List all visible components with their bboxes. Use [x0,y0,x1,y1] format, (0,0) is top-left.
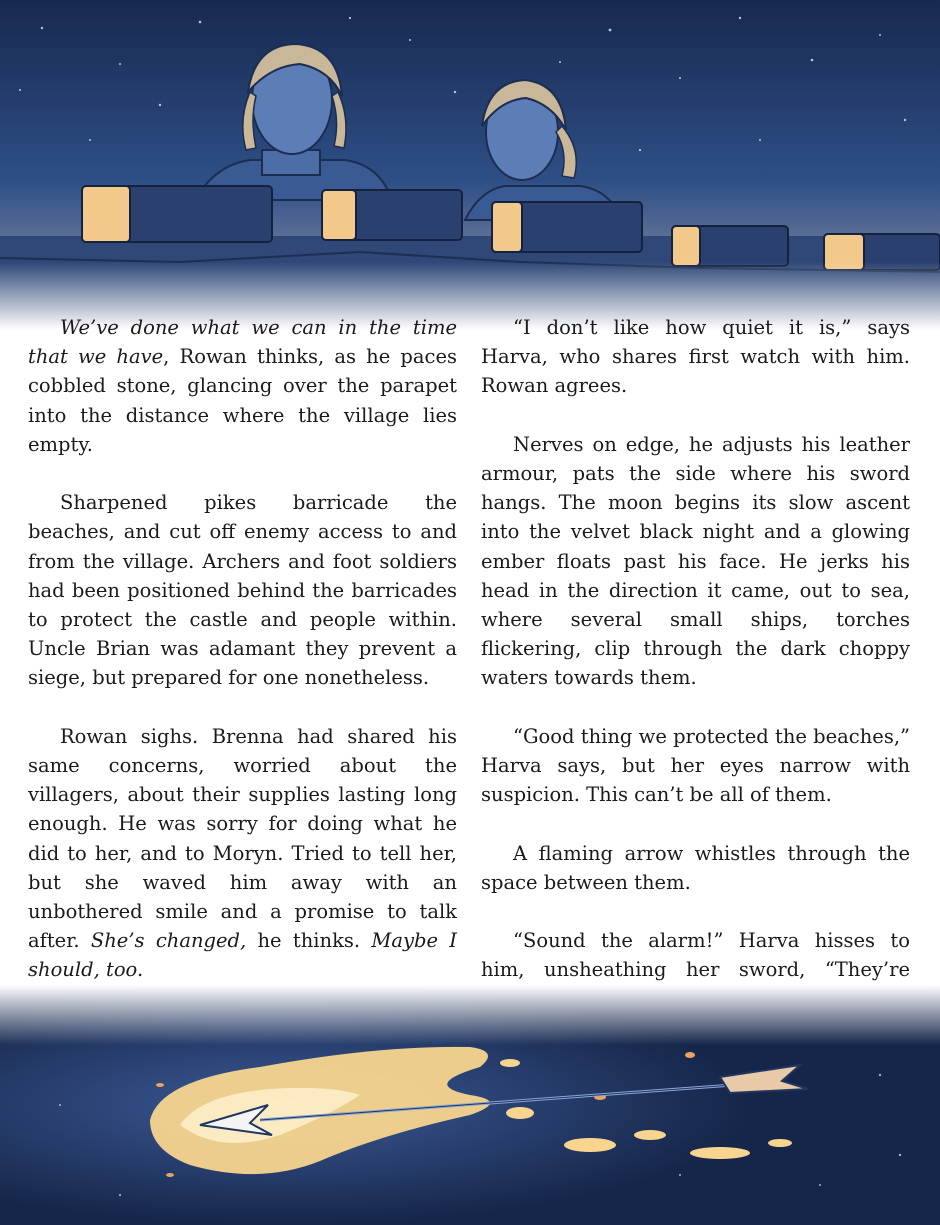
paragraph: We’ve done what we can in the time that we have, Rowan thinks, as he paces cobbled stone, glancing over the parapet into the distance where the village lies empty. [28,316,457,456]
paragraph: “Good thing we protected the beaches,” Harva says, but her eyes narrow with suspicion. This can’t be all of them. [481,724,910,807]
paragraph: Sharpened pikes barricade the beaches, and cut off enemy access to and from the village. Archers and foot soldiers had been positioned behind the barricades to protect the castle and people within. Uncle Brian was adamant they prevent a siege, but prepared for one nonetheless. [28,491,457,690]
italic-thought: Maybe I should, too. [28,929,458,982]
paragraph: A flaming arrow whistles through the space between them. [481,841,910,894]
top-illustration [0,0,940,330]
italic-thought: She’s changed, [90,929,247,953]
paragraph: Nerves on edge, he adjusts his leather armour, pats the side where his sword hangs. The moon begins its slow ascent into the velvet black night and a glowing ember floats past his face. He jerks his head in the direction it came, out to sea, where several small ships, torches flickering, clip through the dark choppy waters towards them. [481,432,910,690]
bottom-illustration [0,985,940,1225]
paragraph: “Sound the alarm!” Harva hisses to him, unsheathing her sword, “They’re [481,929,910,982]
italic-thought: We’ve done what we can in the time that we have [28,316,457,369]
paragraph: Rowan sighs. Brenna had shared his same concerns, worried about the villagers, about their supplies lasting long enough. He was sorry for doing what he did to her, and to Moryn. Tried to tell her, but she waved him away with an unbothered smile and a promise to talk after. She’s changed, he thinks. Maybe I should, too. [28,724,458,982]
paragraph: “I don’t like how quiet it is,” says Harva, who shares first watch with him. Rowan agrees. [481,316,910,398]
story-column-right [481,313,910,1014]
story-column-left [28,313,457,1043]
